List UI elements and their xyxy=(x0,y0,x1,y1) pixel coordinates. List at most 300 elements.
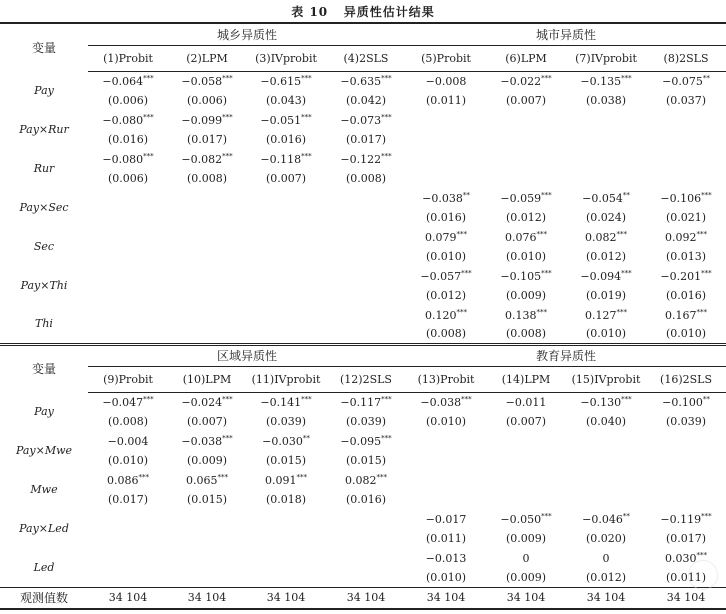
coef-cell xyxy=(566,470,646,490)
coef-value: −0.011 xyxy=(505,395,547,409)
obs-value: 34 104 xyxy=(406,587,486,609)
significance-stars: *** xyxy=(536,229,548,238)
coef-cell xyxy=(168,548,246,568)
coef-value: −0.075 xyxy=(662,74,703,88)
std-error: (0.006) xyxy=(107,172,149,185)
std-error: (0.017) xyxy=(665,532,707,545)
significance-stars: *** xyxy=(381,433,392,442)
coef-value: −0.615 xyxy=(260,74,302,88)
coef-cell xyxy=(88,188,168,208)
coef-cell xyxy=(406,227,486,247)
significance-stars: *** xyxy=(621,395,632,404)
coef-cell xyxy=(326,392,406,412)
coef-cell xyxy=(246,188,326,208)
coef-cell xyxy=(406,305,486,325)
std-error: (0.039) xyxy=(345,415,387,428)
variable-label: Pay×Thi xyxy=(20,279,68,292)
coef-value: −0.059 xyxy=(500,191,542,205)
std-error: (0.015) xyxy=(265,454,307,467)
obs-row xyxy=(0,587,726,609)
coef-cell xyxy=(486,305,566,325)
coef-value: −0.054 xyxy=(582,191,623,205)
coef-cell xyxy=(168,509,246,529)
table-row xyxy=(0,266,726,286)
std-error: (0.016) xyxy=(665,289,707,302)
significance-stars: *** xyxy=(301,74,312,83)
std-error xyxy=(646,130,726,149)
coef-value: −0.095 xyxy=(340,434,382,448)
coef-value: −0.008 xyxy=(425,74,467,88)
std-error: (0.009) xyxy=(505,532,547,545)
std-error: (0.038) xyxy=(585,94,627,107)
table-row xyxy=(0,490,726,509)
std-error xyxy=(566,451,646,470)
coef-cell xyxy=(246,548,326,568)
std-error: (0.008) xyxy=(505,327,547,341)
coef-value: −0.106 xyxy=(660,191,702,205)
column-header: (15)IVprobit xyxy=(566,366,646,392)
coef-cell xyxy=(566,431,646,451)
table-row xyxy=(0,325,726,344)
std-error: (0.012) xyxy=(425,289,467,302)
coef-value: −0.117 xyxy=(340,395,382,409)
coef-cell xyxy=(406,110,486,130)
significance-stars: *** xyxy=(536,307,548,316)
table-row xyxy=(0,305,726,325)
coef-cell xyxy=(326,266,406,286)
std-error xyxy=(168,325,246,344)
coef-cell xyxy=(168,266,246,286)
coef-cell xyxy=(646,431,726,451)
coef-value: 0.079 xyxy=(425,230,457,244)
significance-stars: *** xyxy=(616,229,628,238)
coef-cell xyxy=(566,227,646,247)
std-error xyxy=(326,325,406,344)
panel-2 xyxy=(0,344,726,609)
table-row xyxy=(0,188,726,208)
variable-label: Pay×Sec xyxy=(19,201,69,214)
std-error xyxy=(326,286,406,305)
variable-label: Pay xyxy=(34,84,54,97)
std-error: (0.008) xyxy=(107,415,149,428)
significance-stars: ** xyxy=(702,395,710,404)
std-error: (0.016) xyxy=(345,493,387,506)
significance-stars: *** xyxy=(143,151,154,160)
significance-stars: *** xyxy=(143,395,154,404)
significance-stars: ** xyxy=(622,511,630,520)
coef-cell xyxy=(566,509,646,529)
coef-cell xyxy=(486,548,566,568)
coef-cell xyxy=(88,431,168,451)
std-error xyxy=(646,490,726,509)
column-header: (2)LPM xyxy=(168,45,246,71)
std-error: (0.006) xyxy=(107,94,149,107)
coef-cell xyxy=(646,509,726,529)
coef-cell xyxy=(246,71,326,91)
significance-stars: *** xyxy=(696,307,708,316)
variable-label: Mwe xyxy=(30,483,58,496)
significance-stars: *** xyxy=(301,151,312,160)
std-error: (0.015) xyxy=(186,493,228,506)
coef-value: −0.635 xyxy=(340,74,382,88)
std-error xyxy=(406,130,486,149)
std-error: (0.007) xyxy=(505,94,547,107)
std-error xyxy=(88,529,168,548)
std-error xyxy=(88,247,168,266)
std-error: (0.016) xyxy=(107,133,149,146)
coef-value: 0.167 xyxy=(665,308,697,322)
group-header: 区域异质性 xyxy=(88,344,406,366)
std-error: (0.006) xyxy=(186,94,228,107)
coef-cell xyxy=(88,392,168,412)
obs-value: 34 104 xyxy=(326,587,406,609)
significance-stars: *** xyxy=(621,268,632,277)
coef-cell xyxy=(246,227,326,247)
std-error: (0.012) xyxy=(585,570,627,584)
std-error xyxy=(246,286,326,305)
coef-cell xyxy=(646,470,726,490)
coef-cell xyxy=(566,392,646,412)
significance-stars: *** xyxy=(456,229,468,238)
std-error xyxy=(246,529,326,548)
obs-label: 观测值数 xyxy=(0,587,88,609)
coef-cell xyxy=(326,509,406,529)
coef-cell xyxy=(246,149,326,169)
std-error: (0.010) xyxy=(425,415,467,428)
std-error xyxy=(246,208,326,227)
significance-stars: *** xyxy=(701,511,712,520)
coef-cell xyxy=(406,71,486,91)
column-header: (9)Probit xyxy=(88,366,168,392)
std-error: (0.011) xyxy=(425,94,467,107)
coef-cell xyxy=(406,392,486,412)
coef-value: −0.073 xyxy=(340,113,382,127)
significance-stars: ** xyxy=(622,190,630,199)
coef-cell xyxy=(486,392,566,412)
coef-cell xyxy=(566,266,646,286)
coef-cell xyxy=(88,509,168,529)
variable-label: Pay×Rur xyxy=(19,123,69,136)
coef-value: −0.100 xyxy=(662,395,703,409)
obs-value: 34 104 xyxy=(246,587,326,609)
std-error xyxy=(246,568,326,587)
row-label-header: 变量 xyxy=(0,23,88,71)
coef-cell xyxy=(486,470,566,490)
significance-stars: *** xyxy=(461,268,472,277)
significance-stars: *** xyxy=(541,268,552,277)
table-row xyxy=(0,286,726,305)
group-header: 城乡异质性 xyxy=(88,23,406,45)
table-row xyxy=(0,149,726,169)
coef-value: −0.051 xyxy=(260,113,302,127)
coef-value: −0.038 xyxy=(181,434,223,448)
variable-label: Pay×Led xyxy=(19,522,69,535)
table-row xyxy=(0,71,726,91)
column-header: (10)LPM xyxy=(168,366,246,392)
coef-cell xyxy=(406,266,486,286)
coef-value: −0.099 xyxy=(181,113,223,127)
coef-cell xyxy=(486,266,566,286)
obs-value: 34 104 xyxy=(646,587,726,609)
coef-value: 0.120 xyxy=(425,308,457,322)
coef-cell xyxy=(406,188,486,208)
std-error: (0.007) xyxy=(186,415,228,428)
significance-stars: *** xyxy=(138,472,149,481)
significance-stars: *** xyxy=(541,190,552,199)
significance-stars: *** xyxy=(701,190,712,199)
std-error: (0.016) xyxy=(265,133,307,146)
std-error: (0.020) xyxy=(585,532,627,545)
table-row xyxy=(0,412,726,431)
coef-value: −0.004 xyxy=(107,434,149,448)
std-error: (0.012) xyxy=(585,250,627,263)
significance-stars: *** xyxy=(696,550,708,559)
coef-value: 0.065 xyxy=(186,473,218,487)
coef-cell xyxy=(246,266,326,286)
significance-stars: *** xyxy=(217,472,228,481)
coef-cell xyxy=(566,110,646,130)
panel-1 xyxy=(0,23,726,344)
table-row xyxy=(0,548,726,568)
table-row xyxy=(0,91,726,110)
significance-stars: *** xyxy=(222,112,233,121)
coef-cell xyxy=(88,470,168,490)
coef-value: 0.086 xyxy=(107,473,139,487)
table-row xyxy=(0,509,726,529)
std-error: (0.010) xyxy=(425,250,467,263)
column-header: (3)IVprobit xyxy=(246,45,326,71)
coef-value: −0.047 xyxy=(102,395,144,409)
std-error: (0.008) xyxy=(186,172,228,185)
coef-value: −0.013 xyxy=(425,551,467,565)
table-row xyxy=(0,227,726,247)
significance-stars: *** xyxy=(143,74,154,83)
coef-cell xyxy=(88,305,168,325)
coef-cell xyxy=(646,305,726,325)
std-error xyxy=(326,208,406,227)
std-error xyxy=(88,325,168,344)
coef-cell xyxy=(486,188,566,208)
std-error xyxy=(486,130,566,149)
table-row xyxy=(0,568,726,587)
coef-cell xyxy=(168,392,246,412)
coef-cell xyxy=(566,71,646,91)
row-label-header: 变量 xyxy=(0,344,88,392)
std-error: (0.010) xyxy=(107,454,149,467)
coef-value: 0.076 xyxy=(505,230,537,244)
std-error xyxy=(246,325,326,344)
coef-value: 0.092 xyxy=(665,230,697,244)
coef-cell xyxy=(88,110,168,130)
coef-value: −0.118 xyxy=(260,152,302,166)
variable-label: Led xyxy=(33,560,55,574)
coef-value: −0.119 xyxy=(660,512,702,526)
significance-stars: *** xyxy=(541,74,552,83)
table-row xyxy=(0,451,726,470)
significance-stars: *** xyxy=(456,307,468,316)
std-error: (0.018) xyxy=(265,493,307,506)
group-header: 教育异质性 xyxy=(406,344,726,366)
coef-value: −0.038 xyxy=(422,191,463,205)
significance-stars: *** xyxy=(301,395,312,404)
std-error xyxy=(88,208,168,227)
coef-cell xyxy=(88,149,168,169)
coef-value: −0.064 xyxy=(102,74,144,88)
coef-value: −0.024 xyxy=(181,395,223,409)
std-error xyxy=(406,169,486,188)
significance-stars: *** xyxy=(222,74,233,83)
coef-cell xyxy=(326,71,406,91)
std-error xyxy=(168,286,246,305)
significance-stars: *** xyxy=(381,112,392,121)
coef-cell xyxy=(246,470,326,490)
std-error: (0.021) xyxy=(665,211,707,224)
coef-value: −0.094 xyxy=(580,269,622,283)
significance-stars: *** xyxy=(376,472,387,481)
coef-cell xyxy=(326,110,406,130)
std-error xyxy=(168,247,246,266)
std-error: (0.039) xyxy=(265,415,307,428)
coef-value: −0.080 xyxy=(102,152,144,166)
coef-cell xyxy=(168,110,246,130)
std-error xyxy=(566,169,646,188)
coef-cell xyxy=(246,110,326,130)
coef-value: −0.046 xyxy=(582,512,623,526)
table-row xyxy=(0,431,726,451)
std-error: (0.010) xyxy=(585,327,627,341)
coef-value: 0.082 xyxy=(585,230,617,244)
table-caption: 表 10 异质性估计结果 xyxy=(291,5,435,19)
coef-value: −0.058 xyxy=(181,74,223,88)
coef-cell xyxy=(326,188,406,208)
std-error: (0.010) xyxy=(505,250,547,263)
std-error xyxy=(326,568,406,587)
coef-value: −0.057 xyxy=(420,269,462,283)
coef-value: 0 xyxy=(522,551,530,565)
column-header: (5)Probit xyxy=(406,45,486,71)
significance-stars: *** xyxy=(381,395,392,404)
std-error: (0.008) xyxy=(345,172,387,185)
coef-cell xyxy=(88,71,168,91)
table-row xyxy=(0,208,726,227)
coef-cell xyxy=(566,149,646,169)
coef-value: 0.082 xyxy=(345,473,377,487)
coef-cell xyxy=(88,227,168,247)
coef-cell xyxy=(246,431,326,451)
variable-label: Pay xyxy=(34,405,54,418)
column-header: (6)LPM xyxy=(486,45,566,71)
std-error xyxy=(168,568,246,587)
coef-cell xyxy=(168,188,246,208)
table-row xyxy=(0,470,726,490)
coef-cell xyxy=(168,470,246,490)
std-error: (0.008) xyxy=(425,327,467,341)
column-header: (13)Probit xyxy=(406,366,486,392)
significance-stars: *** xyxy=(381,74,392,83)
coef-cell xyxy=(486,431,566,451)
std-error xyxy=(326,529,406,548)
std-error xyxy=(246,247,326,266)
std-error: (0.017) xyxy=(345,133,387,146)
std-error xyxy=(406,451,486,470)
significance-stars: *** xyxy=(222,433,233,442)
coef-value: −0.017 xyxy=(425,512,467,526)
column-header: (11)IVprobit xyxy=(246,366,326,392)
coef-cell xyxy=(406,149,486,169)
coef-value: −0.050 xyxy=(500,512,542,526)
std-error xyxy=(326,247,406,266)
column-header: (14)LPM xyxy=(486,366,566,392)
coef-cell xyxy=(88,548,168,568)
std-error xyxy=(168,529,246,548)
std-error xyxy=(646,451,726,470)
column-header: (1)Probit xyxy=(88,45,168,71)
coef-cell xyxy=(646,227,726,247)
coef-value: −0.105 xyxy=(500,269,542,283)
coef-cell xyxy=(646,71,726,91)
coef-cell xyxy=(168,149,246,169)
coef-cell xyxy=(246,509,326,529)
coef-cell xyxy=(486,71,566,91)
variable-label: Sec xyxy=(33,240,55,253)
significance-stars: *** xyxy=(222,151,233,160)
coef-value: −0.141 xyxy=(260,395,302,409)
std-error: (0.017) xyxy=(186,133,228,146)
obs-value: 34 104 xyxy=(88,587,168,609)
coef-cell xyxy=(566,188,646,208)
significance-stars: *** xyxy=(701,268,712,277)
std-error: (0.011) xyxy=(665,570,707,584)
obs-value: 34 104 xyxy=(168,587,246,609)
coef-cell xyxy=(486,227,566,247)
coef-cell xyxy=(326,548,406,568)
coef-cell xyxy=(406,431,486,451)
significance-stars: *** xyxy=(616,307,628,316)
significance-stars: *** xyxy=(143,112,154,121)
std-error xyxy=(566,130,646,149)
significance-stars: *** xyxy=(541,511,552,520)
column-header: (4)2SLS xyxy=(326,45,406,71)
coef-cell xyxy=(326,305,406,325)
coef-value: −0.135 xyxy=(580,74,622,88)
column-header: (8)2SLS xyxy=(646,45,726,71)
std-error: (0.039) xyxy=(665,415,707,428)
std-error: (0.040) xyxy=(585,415,627,428)
coef-cell xyxy=(168,305,246,325)
std-error xyxy=(566,490,646,509)
coef-cell xyxy=(646,266,726,286)
coef-cell xyxy=(326,470,406,490)
std-error xyxy=(406,490,486,509)
std-error: (0.019) xyxy=(585,289,627,302)
std-error: (0.010) xyxy=(425,570,467,584)
std-error: (0.007) xyxy=(505,415,547,428)
std-error xyxy=(486,451,566,470)
std-error xyxy=(486,490,566,509)
coef-value: −0.201 xyxy=(660,269,702,283)
coef-value: 0.127 xyxy=(585,308,617,322)
coef-value: 0.091 xyxy=(265,473,297,487)
coef-value: −0.038 xyxy=(420,395,462,409)
significance-stars: ** xyxy=(702,74,710,83)
coef-value: 0.138 xyxy=(505,308,537,322)
watermark-stamp xyxy=(688,560,718,590)
std-error: (0.043) xyxy=(265,94,307,107)
coef-cell xyxy=(566,548,646,568)
variable-label: Pay×Mwe xyxy=(15,444,73,457)
significance-stars: *** xyxy=(222,395,233,404)
coef-value: 0 xyxy=(602,551,610,565)
